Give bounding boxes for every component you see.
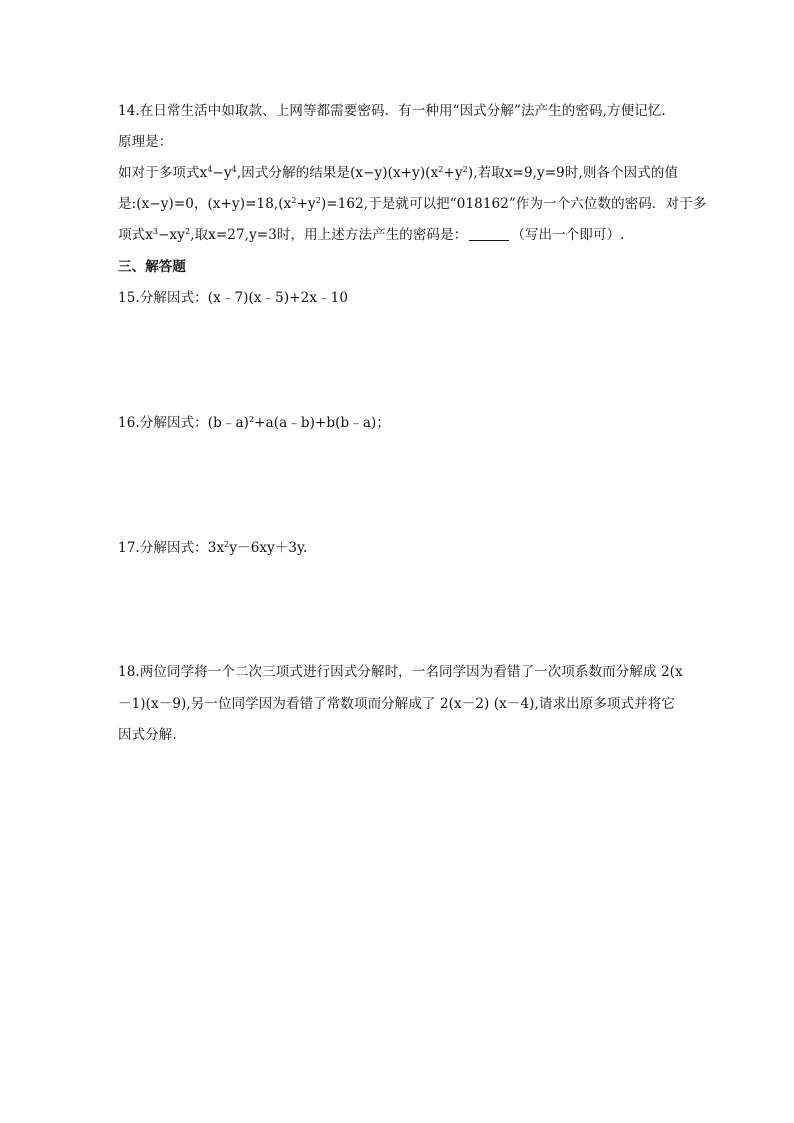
q16	[118, 413, 390, 433]
section-title	[118, 257, 186, 277]
q14-line-3	[118, 163, 678, 183]
exponent: 2	[438, 165, 444, 174]
text-run: ,取x=27,y=3时，用上述方法产生的密码是：	[190, 227, 468, 243]
text-run: ),若取x=9,y=9时,则各个因式的值	[467, 165, 679, 181]
text-run: )=162,于是就可以把“018162”作为一个六位数的密码．对于多	[320, 196, 707, 212]
text-run: y－6xy＋3y.	[229, 540, 308, 556]
exponent: 2	[249, 415, 255, 424]
text-run: +a(a﹣b)+b(b﹣a)；	[254, 415, 390, 431]
text-run: 项式x	[118, 227, 153, 243]
q17	[118, 538, 307, 558]
exponent: 4	[207, 165, 213, 174]
exponent: 2	[315, 196, 321, 205]
q18-line-3	[118, 725, 177, 745]
text-run: ,因式分解的结果是(x−y)(x+y)(x	[236, 165, 439, 181]
q14-line-5	[118, 225, 625, 245]
q15	[118, 288, 348, 308]
q18-line-1	[118, 662, 683, 682]
exponent: 2	[462, 165, 468, 174]
text-run: 是:(x−y)=0，(x+y)=18,(x	[118, 196, 292, 212]
q14-line-2	[118, 132, 172, 152]
q18-text: 18.两位同学将一个二次三项式进行因式分解时，一名同学因为看错了一次项系数而分解成 2(x	[118, 664, 683, 680]
q18-text: －1)(x－9),另一位同学因为看错了常数项而分解成了 2(x－2) (x－4),请求出原多项式并将它	[118, 696, 675, 712]
text-run: （写出一个即可）.	[511, 227, 625, 243]
text-run: +y	[296, 196, 316, 212]
q14-text: 14.在日常生活中如取款、上网等都需要密码．有一种用“因式分解”法产生的密码,方便记忆.	[118, 103, 666, 119]
text-run: 17.分解因式：3x	[118, 540, 225, 556]
exponent: 2	[224, 540, 230, 549]
q18-line-2	[118, 694, 675, 714]
section-title-text: 三、解答题	[118, 259, 186, 275]
q14-line-4	[118, 194, 706, 214]
exponent: 4	[231, 165, 237, 174]
exponent: 2	[291, 196, 297, 205]
q18-text: 因式分解.	[118, 727, 177, 743]
text-run: −y	[212, 165, 232, 181]
text-run: +y	[443, 165, 463, 181]
q14-line-1	[118, 101, 666, 121]
text-run: 如对于多项式x	[118, 165, 208, 181]
exponent: 2	[184, 227, 191, 236]
q14-text: 原理是：	[118, 134, 173, 150]
exponent: 3	[152, 227, 159, 236]
text-run: 16.分解因式：(b﹣a)	[118, 415, 249, 431]
q15-text: 15.分解因式：(x﹣7)(x﹣5)+2x﹣10	[118, 290, 349, 306]
answer-blank[interactable]	[469, 228, 509, 241]
text-run: −xy	[158, 227, 185, 243]
